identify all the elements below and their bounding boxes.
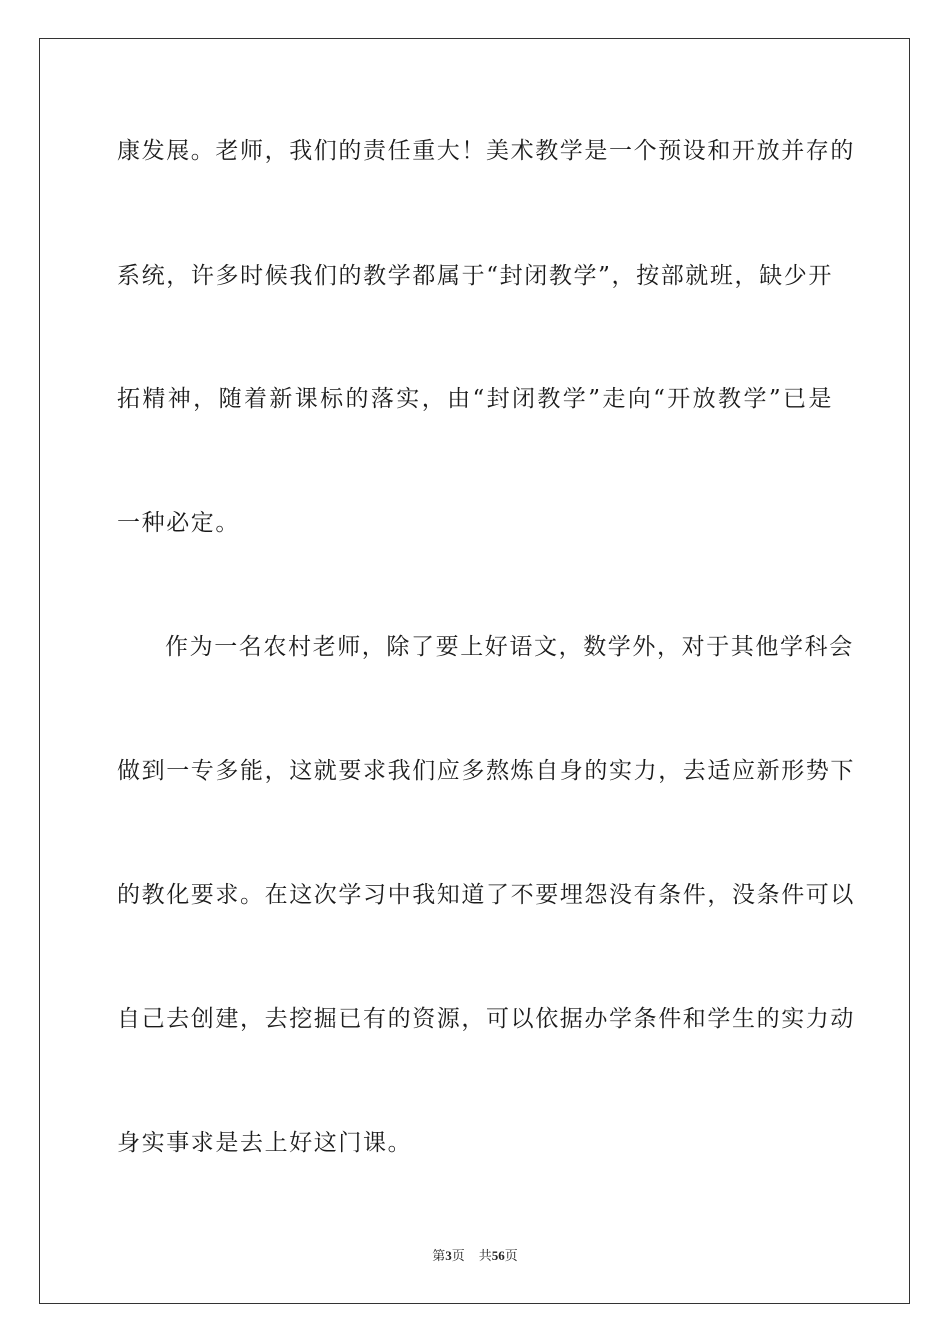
paragraph-line-7: 的教化要求。在这次学习中我知道了不要埋怨没有条件，没条件可以	[117, 882, 855, 908]
paragraph-line-4: 一种必定。	[117, 510, 240, 536]
page-footer	[0, 1247, 950, 1265]
paragraph-line-3: 拓精神，随着新课标的落实，由“封闭教学”走向“开放教学”已是	[117, 386, 833, 412]
paragraph-line-2: 系统，许多时候我们的教学都属于“封闭教学”，按部就班，缺少开	[117, 263, 833, 289]
total-pages: 56	[491, 1248, 505, 1263]
paragraph-line-5: 作为一名农村老师，除了要上好语文，数学外，对于其他学科会	[165, 634, 854, 660]
paragraph-line-9: 身实事求是去上好这门课。	[117, 1130, 413, 1156]
page-border	[39, 38, 910, 1304]
paragraph-line-6: 做到一专多能，这就要求我们应多熬炼自身的实力，去适应新形势下	[117, 758, 855, 784]
page-number: 3	[445, 1248, 452, 1263]
paragraph-line-1: 康发展。老师，我们的责任重大！美术教学是一个预设和开放并存的	[117, 138, 855, 164]
page-prefix: 第	[432, 1248, 446, 1263]
total-prefix: 共	[478, 1248, 492, 1263]
paragraph-line-8: 自己去创建，去挖掘已有的资源，可以依据办学条件和学生的实力动	[117, 1006, 855, 1032]
page-suffix: 页	[451, 1248, 465, 1263]
total-suffix: 页	[504, 1248, 518, 1263]
